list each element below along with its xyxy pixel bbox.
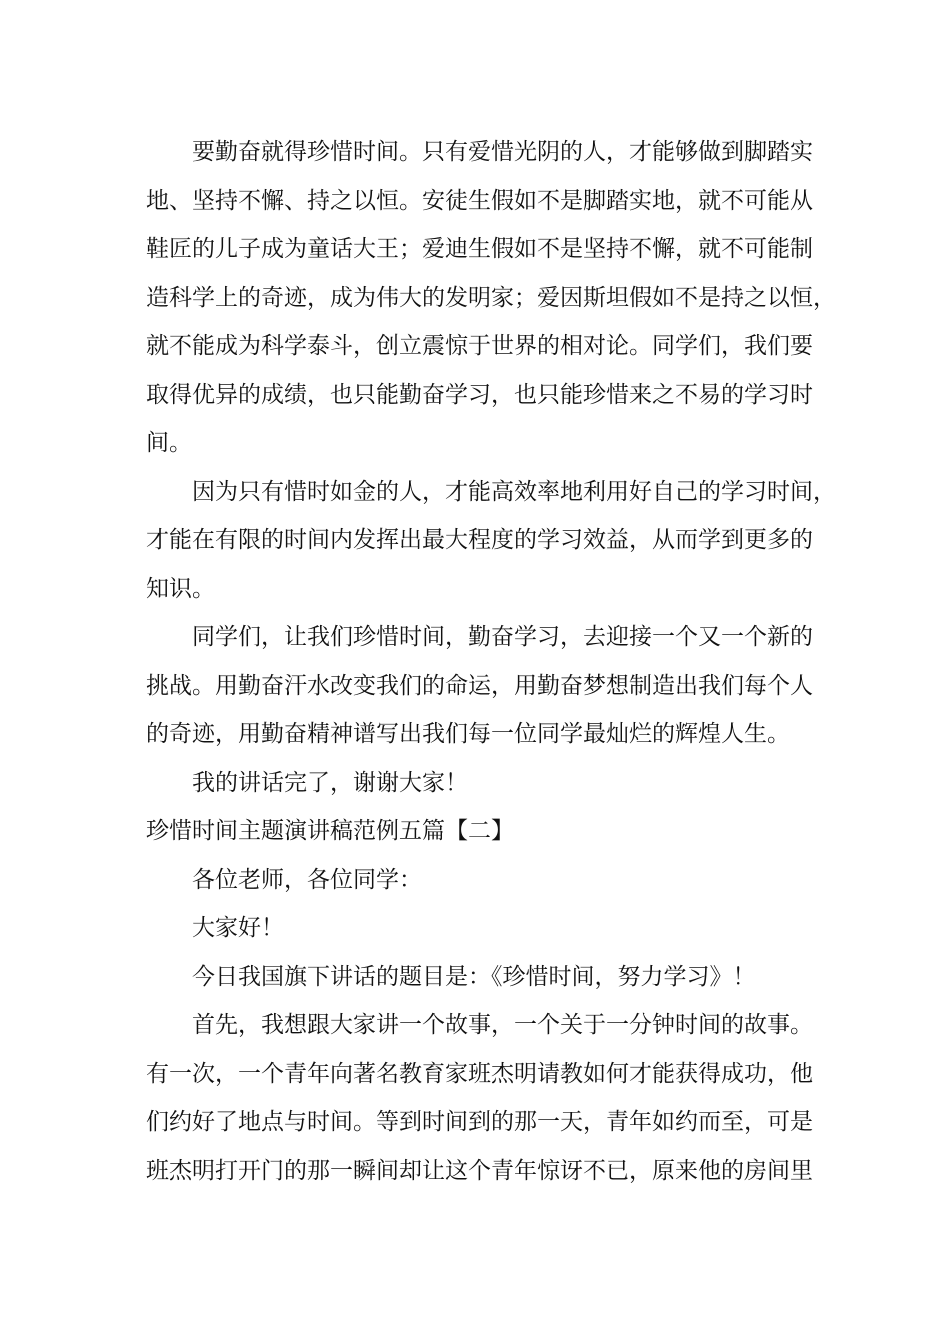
paragraph-topic	[146, 953, 836, 1002]
text-line: 挑战。用勤奋汗水改变我们的命运，用勤奋梦想制造出我们每个人	[146, 672, 813, 699]
text-line: 有一次，一个青年向著名教育家班杰明请教如何才能获得成功，他	[146, 1060, 813, 1087]
text-line: 间。	[146, 430, 192, 456]
text-line: 因为只有惜时如金的人，才能高效率地利用好自己的学习时间，	[192, 478, 836, 505]
text-line: 的奇迹，用勤奋精神谱写出我们每一位同学最灿烂的辉煌人生。	[146, 721, 790, 747]
text-line: 首先，我想跟大家讲一个故事，一个关于一分钟时间的故事。	[192, 1012, 813, 1038]
paragraph-story	[146, 1001, 836, 1195]
paragraph-2	[146, 468, 836, 614]
paragraph-greeting	[146, 856, 836, 905]
text-line: 地、坚持不懈、持之以恒。安徒生假如不是脚踏实地，就不可能从	[146, 187, 813, 214]
text-line: 同学们，让我们珍惜时间，勤奋学习，去迎接一个又一个新的	[192, 624, 813, 650]
paragraph-3	[146, 613, 836, 759]
text-line: 取得优异的成绩，也只能勤奋学习，也只能珍惜来之不易的学习时	[146, 381, 813, 408]
closing-line: 我的讲话完了，谢谢大家！	[192, 769, 468, 796]
text-line: 就不能成为科学泰斗，创立震惊于世界的相对论。同学们，我们要	[146, 333, 813, 359]
topic-line: 今日我国旗下讲话的题目是：《珍惜时间，努力学习》！	[192, 963, 756, 990]
text-line: 们约好了地点与时间。等到时间到的那一天，青年如约而至，可是	[146, 1109, 813, 1135]
text-line: 造科学上的奇迹，成为伟大的发明家；爱因斯坦假如不是持之以恒，	[146, 284, 836, 311]
text-line: 知识。	[146, 575, 215, 602]
text-line: 要勤奋就得珍惜时间。只有爱惜光阴的人，才能够做到脚踏实	[192, 139, 813, 165]
paragraph-hello	[146, 904, 836, 953]
text-line: 才能在有限的时间内发挥出最大程度的学习效益，从而学到更多的	[146, 527, 813, 553]
document-body	[146, 128, 836, 1195]
section-heading	[146, 807, 836, 856]
paragraph-4	[146, 759, 836, 808]
greeting-line: 大家好！	[192, 915, 284, 941]
section-title: 珍惜时间主题演讲稿范例五篇【二】	[146, 818, 514, 844]
text-line: 鞋匠的儿子成为童话大王；爱迪生假如不是坚持不懈，就不可能制	[146, 236, 813, 262]
salutation-line: 各位老师，各位同学：	[192, 866, 422, 893]
text-line: 班杰明打开门的那一瞬间却让这个青年惊讶不已，原来他的房间里	[146, 1157, 813, 1184]
paragraph-1	[146, 128, 836, 468]
